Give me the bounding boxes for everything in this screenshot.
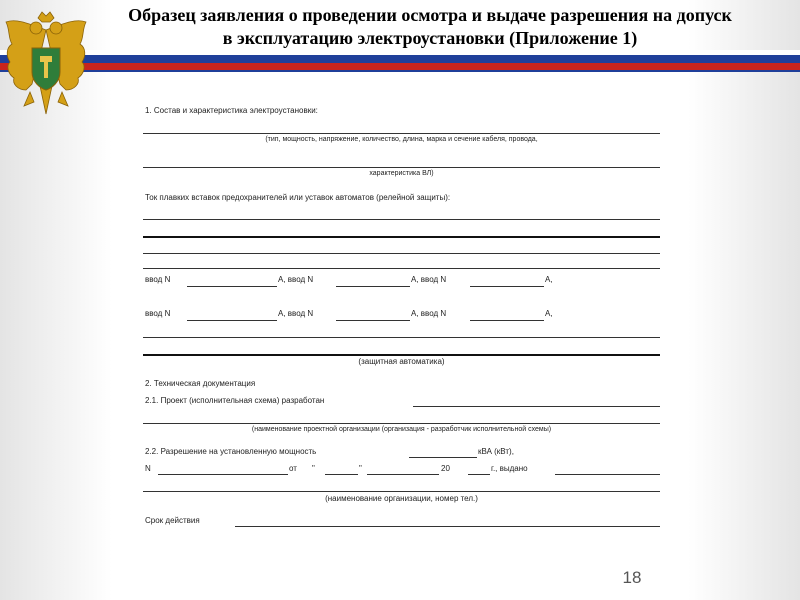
- input-2-field: [336, 286, 410, 287]
- permit-open-quote: ": [312, 464, 315, 473]
- input-5-label: А, ввод N: [278, 309, 314, 318]
- field-permit-month: [367, 474, 439, 475]
- permit-from-label: от: [289, 464, 297, 473]
- permit-year-prefix: 20: [441, 464, 450, 473]
- caption-vl: характеристика ВЛ): [369, 170, 434, 177]
- section-2-label: 2. Техническая документация: [145, 379, 256, 388]
- field-line-organization: [143, 423, 660, 424]
- input-2-label: А, ввод N: [278, 275, 314, 284]
- section-2-2-label: 2.2. Разрешение на установленную мощность: [145, 447, 317, 456]
- field-line-issuer: [143, 491, 660, 492]
- field-project-developer: [413, 406, 660, 407]
- caption-protection: (защитная автоматика): [358, 357, 445, 366]
- field-permit-issuer: [555, 474, 660, 475]
- input-1-label: ввод N: [145, 275, 171, 284]
- kva-unit: кВА (кВт),: [478, 447, 514, 456]
- input-4-label: ввод N: [145, 309, 171, 318]
- permit-issued-label: г., выдано: [491, 464, 528, 473]
- permit-close-quote: ": [359, 464, 362, 473]
- field-permit-year: [468, 474, 490, 475]
- field-permit-day: [325, 474, 358, 475]
- input-3-unit: А,: [545, 275, 553, 284]
- field-line-fuse-4: [143, 268, 660, 269]
- field-line-composition: [143, 133, 660, 134]
- permit-number-label: N: [145, 464, 151, 473]
- field-permit-number: [158, 474, 288, 475]
- input-6-label: А, ввод N: [411, 309, 447, 318]
- page-number: 18: [622, 568, 642, 587]
- field-line-protection-1: [143, 337, 660, 338]
- input-6-field: [470, 320, 544, 321]
- validity-label: Срок действия: [145, 516, 200, 525]
- section-1-label: 1. Состав и характеристика электроустановки:: [145, 106, 318, 115]
- slide-title-line-2: в эксплуатацию электроустановки (Приложение 1): [222, 28, 638, 48]
- caption-organization: (наименование проектной организации (организация - разработчик исполнительной схемы): [251, 426, 552, 433]
- fuse-label: Ток плавких вставок предохранителей или уставок автоматов (релейной защиты):: [145, 193, 451, 202]
- input-1-field: [187, 286, 277, 287]
- field-line-fuse-1: [143, 219, 660, 220]
- input-4-field: [187, 320, 277, 321]
- field-power: [409, 457, 477, 458]
- input-6-unit: А,: [545, 309, 553, 318]
- input-3-label: А, ввод N: [411, 275, 447, 284]
- field-line-protection-2: [143, 354, 660, 356]
- input-5-field: [336, 320, 410, 321]
- field-line-fuse-3: [143, 253, 660, 254]
- slide-title-line-1: Образец заявления о проведении осмотра и выдаче разрешения на допуск: [128, 5, 732, 25]
- field-line-characteristics: [143, 167, 660, 168]
- section-2-1-label: 2.1. Проект (исполнительная схема) разработан: [145, 396, 325, 405]
- field-validity: [235, 526, 660, 527]
- field-line-fuse-2: [143, 236, 660, 238]
- caption-org-phone: (наименование организации, номер тел.): [325, 494, 478, 503]
- caption-type: (тип, мощность, напряжение, количество, длина, марка и сечение кабеля, провода,: [265, 136, 538, 143]
- input-3-field: [470, 286, 544, 287]
